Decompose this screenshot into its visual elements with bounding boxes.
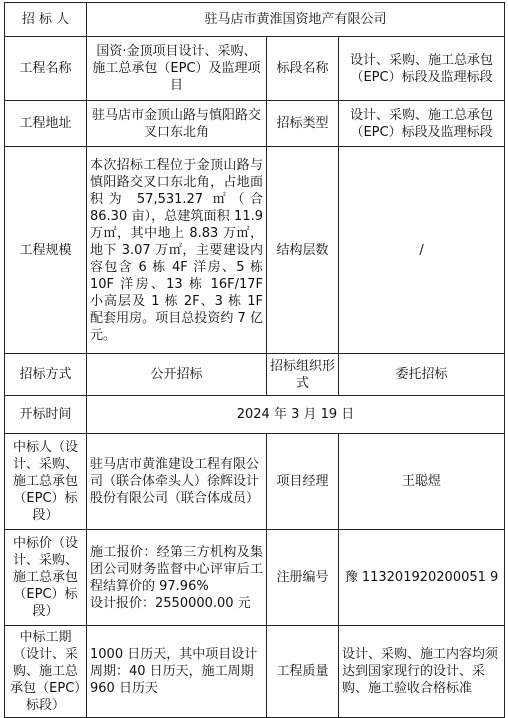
row-project-scale bbox=[5, 147, 505, 354]
registration-number-label: 注册编号 bbox=[267, 530, 339, 626]
tenderer-label: 招 标 人 bbox=[5, 3, 87, 37]
row-winning-price bbox=[5, 530, 505, 626]
section-name-label: 标段名称 bbox=[267, 37, 339, 101]
row-project-name bbox=[5, 37, 505, 101]
tender-result-table bbox=[4, 2, 505, 718]
quality-label: 工程质量 bbox=[267, 626, 339, 718]
opening-time-label: 开标时间 bbox=[5, 396, 87, 434]
project-address-label: 工程地址 bbox=[5, 101, 87, 147]
project-manager-value: 王聪煜 bbox=[339, 434, 505, 530]
tender-organization-value: 委托招标 bbox=[339, 354, 505, 396]
winner-label: 中标人（设计、采购、施工总承包（EPC）标段） bbox=[5, 434, 87, 530]
project-scale-label: 工程规模 bbox=[5, 147, 87, 354]
row-project-address bbox=[5, 101, 505, 147]
structure-floors-label: 结构层数 bbox=[267, 147, 339, 354]
opening-time-value: 2024 年 3 月 19 日 bbox=[87, 396, 505, 434]
project-scale-value: 本次招标工程位于金顶山路与慎阳路交叉口东北角，占地面积为 57,531.27 ㎡（合 86.30 亩），总建筑面积 11.9 万㎡，其中地上 8.83 万㎡，地下 3.07 万㎡，主要建设内容包含 6 栋 4F 洋房、5 栋 10F 洋房、13 栋 16F/17F 小高层及 1 栋 2F、3 栋 1F 配套用房。项目总投资约 7 亿元。 bbox=[87, 147, 267, 354]
tenderer-value: 驻马店市黄淮国资地产有限公司 bbox=[87, 3, 505, 37]
project-name-value: 国资·金顶项目设计、采购、施工总承包（EPC）及监理项目 bbox=[87, 37, 267, 101]
project-manager-label: 项目经理 bbox=[267, 434, 339, 530]
tender-method-value: 公开招标 bbox=[87, 354, 267, 396]
row-tenderer bbox=[5, 3, 505, 37]
row-duration bbox=[5, 626, 505, 718]
structure-floors-value: / bbox=[339, 147, 505, 354]
tender-method-label: 招标方式 bbox=[5, 354, 87, 396]
tender-organization-label: 招标组织形式 bbox=[267, 354, 339, 396]
winning-price-value: 施工报价：经第三方机构及集团公司财务监督中心评审后工程结算价的 97.96% 设计报价：2550000.00 元 bbox=[87, 530, 267, 626]
section-name-value: 设计、采购、施工总承包（EPC）标段及监理标段 bbox=[339, 37, 505, 101]
winner-value: 驻马店市黄淮建设工程有限公司（联合体牵头人）徐辉设计股份有限公司（联合体成员） bbox=[87, 434, 267, 530]
project-name-label: 工程名称 bbox=[5, 37, 87, 101]
winning-price-label: 中标价（设计、采购、施工总承包（EPC）标段） bbox=[5, 530, 87, 626]
tender-type-value: 设计、采购、施工总承包（EPC）标段及监理标段 bbox=[339, 101, 505, 147]
duration-value: 1000 日历天，其中项目设计周期：40 日历天，施工周期 960 日历天 bbox=[87, 626, 267, 718]
quality-value: 设计、采购、施工内容均须达到国家现行的设计、采购、施工验收合格标准 bbox=[339, 626, 505, 718]
row-opening-time bbox=[5, 396, 505, 434]
duration-label: 中标工期（设计、采购、施工总承包（EPC）标段） bbox=[5, 626, 87, 718]
registration-number-value: 豫 113201920200051 9 bbox=[339, 530, 505, 626]
tender-type-label: 招标类型 bbox=[267, 101, 339, 147]
row-winner bbox=[5, 434, 505, 530]
row-tender-method bbox=[5, 354, 505, 396]
project-address-value: 驻马店市金顶山路与慎阳路交叉口东北角 bbox=[87, 101, 267, 147]
